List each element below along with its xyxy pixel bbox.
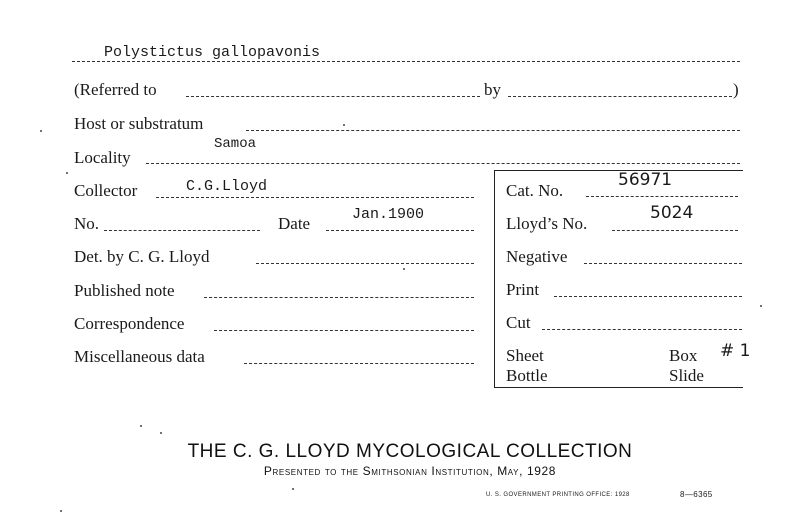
slide-label: Slide bbox=[669, 366, 704, 385]
scan-speck bbox=[140, 425, 142, 427]
cat-no-label: Cat. No. bbox=[506, 181, 564, 200]
lloyds-no-value: 5024 bbox=[650, 203, 694, 223]
date-label: Date bbox=[278, 214, 311, 233]
collector-line bbox=[156, 197, 474, 198]
correspondence-line bbox=[214, 330, 474, 331]
negative-label: Negative bbox=[506, 247, 568, 266]
locality-value: Samoa bbox=[214, 136, 257, 152]
scan-speck bbox=[40, 130, 42, 132]
published-note-label: Published note bbox=[74, 281, 175, 300]
no-label: No. bbox=[74, 214, 100, 233]
lloyds-no-line bbox=[612, 230, 738, 231]
date-line bbox=[326, 230, 474, 231]
collector-label: Collector bbox=[74, 181, 138, 200]
referred-to-line bbox=[186, 96, 480, 97]
box-label: Box bbox=[669, 346, 698, 365]
scan-speck bbox=[60, 510, 62, 512]
scan-speck bbox=[403, 268, 405, 270]
collection-title: THE C. G. LLOYD MYCOLOGICAL COLLECTION bbox=[187, 441, 633, 462]
print-line bbox=[554, 296, 742, 297]
cat-no-value: 56971 bbox=[618, 170, 673, 190]
scan-speck bbox=[66, 172, 68, 174]
host-label: Host or substratum bbox=[74, 114, 204, 133]
scan-speck bbox=[292, 488, 294, 490]
sheet-label: Sheet bbox=[506, 346, 544, 365]
collector-value: C.G.Lloyd bbox=[186, 178, 268, 195]
det-by-line bbox=[256, 263, 474, 264]
bottle-label: Bottle bbox=[506, 366, 548, 385]
misc-line bbox=[244, 363, 474, 364]
misc-label: Miscellaneous data bbox=[74, 347, 205, 366]
printer-imprint: U. S. GOVERNMENT PRINTING OFFICE: 1928 bbox=[486, 492, 630, 498]
name-dotted-line bbox=[72, 61, 740, 62]
cat-no-line bbox=[586, 196, 738, 197]
specimen-name: Polystictus gallopavonis bbox=[104, 44, 321, 61]
host-line bbox=[246, 130, 740, 131]
box-value: # 1 bbox=[720, 341, 751, 361]
cut-line bbox=[542, 329, 742, 330]
print-label: Print bbox=[506, 280, 540, 299]
negative-line bbox=[584, 263, 742, 264]
cut-label: Cut bbox=[506, 313, 531, 332]
by-label: by bbox=[484, 80, 501, 99]
close-paren: ) bbox=[733, 80, 739, 99]
date-value: Jan.1900 bbox=[352, 206, 425, 223]
locality-line bbox=[146, 163, 740, 164]
by-line bbox=[508, 96, 732, 97]
correspondence-label: Correspondence bbox=[74, 314, 185, 333]
no-line bbox=[104, 230, 260, 231]
collection-subtitle: Presented to the Smithsonian Institution, May, 1928 bbox=[263, 464, 557, 478]
scan-speck bbox=[760, 305, 762, 307]
scan-speck bbox=[343, 124, 345, 126]
referred-to-label: (Referred to bbox=[74, 80, 157, 99]
locality-label: Locality bbox=[74, 148, 131, 167]
form-number: 8—6365 bbox=[680, 490, 713, 499]
lloyds-no-label: Lloyd’s No. bbox=[506, 214, 588, 233]
scan-speck bbox=[160, 432, 162, 434]
det-by-label: Det. by C. G. Lloyd bbox=[74, 247, 210, 266]
published-note-line bbox=[204, 297, 474, 298]
